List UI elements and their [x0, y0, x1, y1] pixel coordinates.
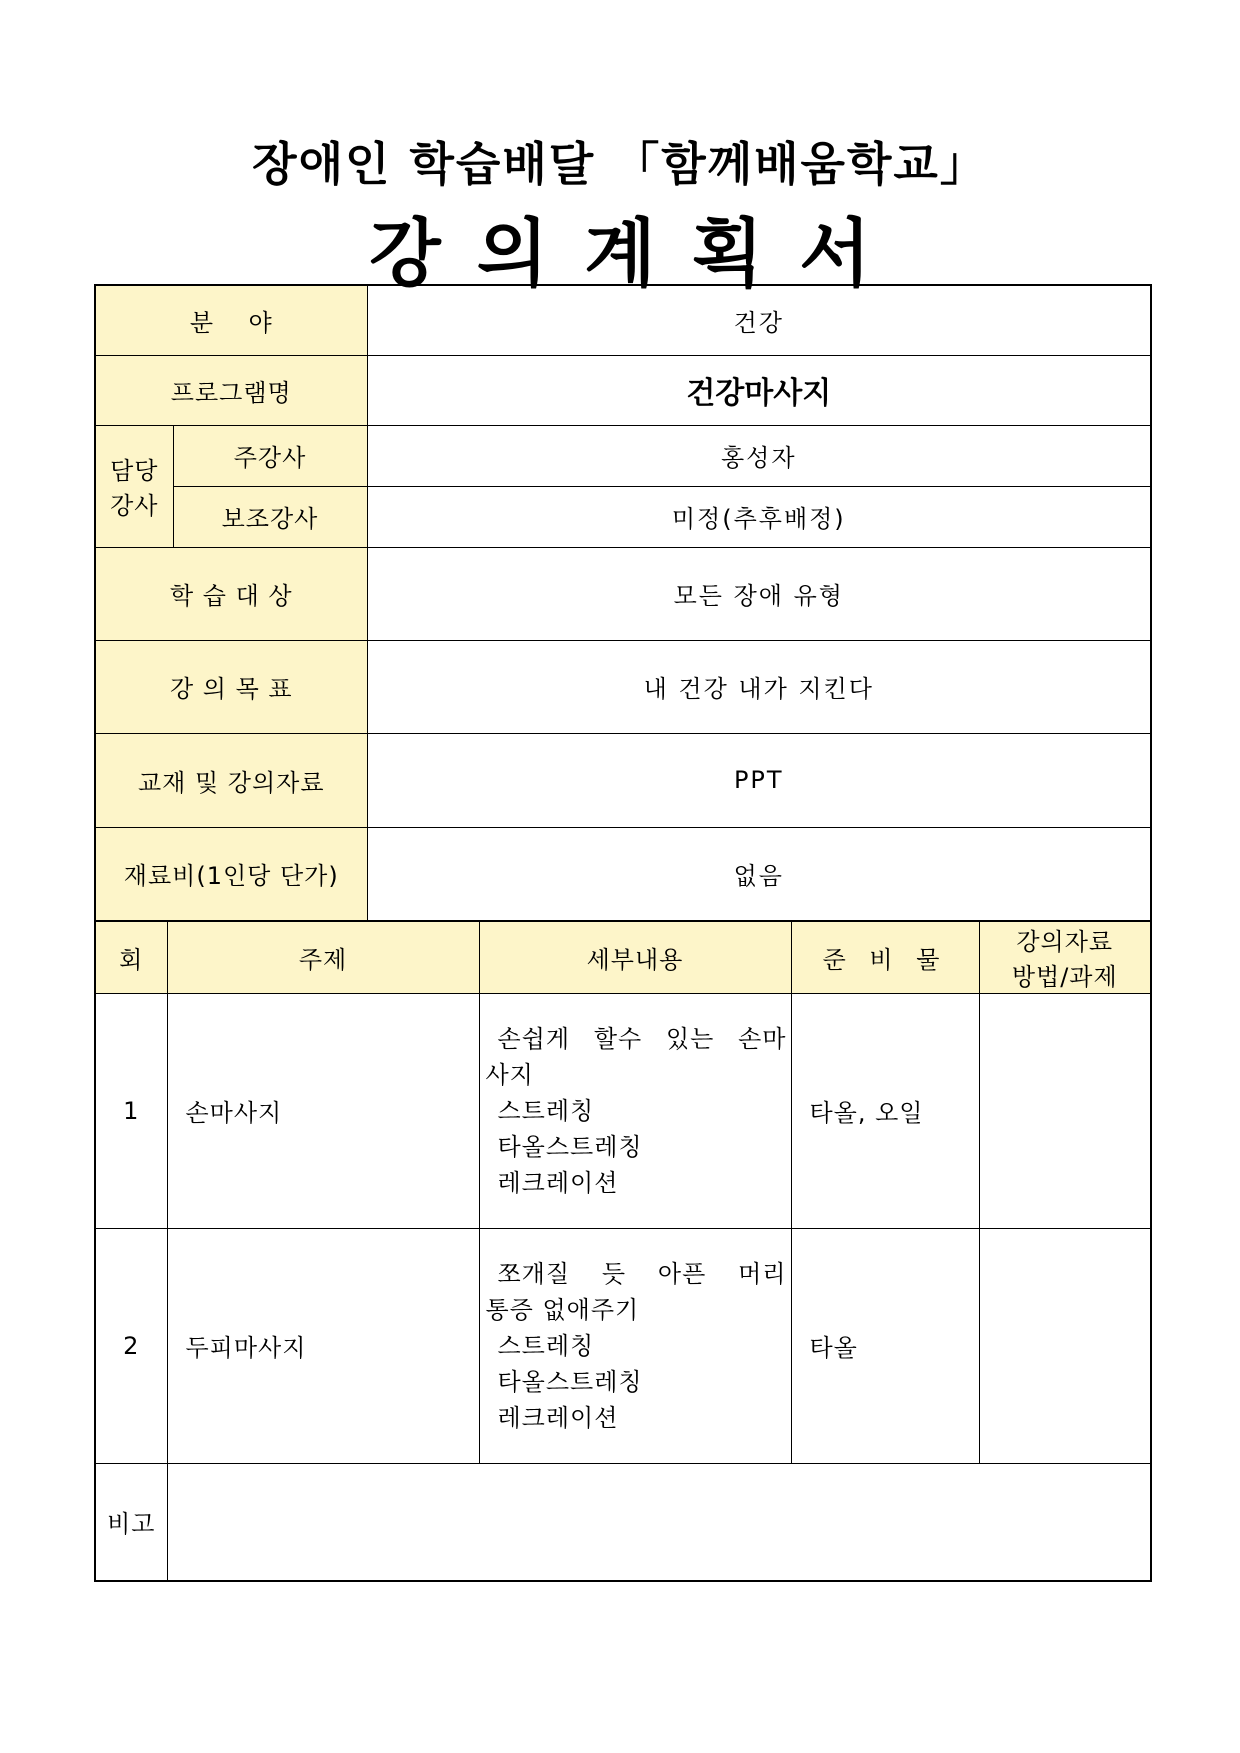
header-method: 강의자료 방법/과제 — [979, 921, 1151, 993]
info-table — [94, 284, 1152, 922]
schedule-table — [94, 920, 1152, 1582]
header-detail: 세부내용 — [479, 921, 791, 993]
header-prep: 준 비 물 — [791, 921, 979, 993]
fee-value: 없음 — [367, 827, 1151, 921]
row-detail: 쪼개질 듯 아픈 머리 통증 없애주기 스트레칭 타올스트레칭 레크레이션 — [479, 1228, 791, 1463]
row-prep: 타올, 오일 — [791, 993, 979, 1228]
header-topic: 주제 — [167, 921, 479, 993]
main-instructor-value: 홍성자 — [367, 425, 1151, 486]
row-no: 2 — [95, 1228, 167, 1463]
main-instructor-label: 주강사 — [173, 425, 367, 486]
remarks-label: 비고 — [95, 1463, 167, 1581]
assistant-value: 미정(추후배정) — [367, 486, 1151, 547]
instructor-group-label: 담당 강사 — [95, 425, 173, 547]
fee-label: 재료비(1인당 단가) — [95, 827, 367, 921]
row-topic: 두피마사지 — [167, 1228, 479, 1463]
program-value: 건강마사지 — [367, 355, 1151, 425]
table-row — [95, 993, 1151, 1228]
page-title: 장애인 학습배달 「함께배움학교」 — [252, 137, 988, 191]
materials-label: 교재 및 강의자료 — [95, 733, 367, 827]
row-prep: 타올 — [791, 1228, 979, 1463]
table-row — [95, 1228, 1151, 1463]
materials-value: PPT — [367, 733, 1151, 827]
document-title: 강의계획서 — [369, 211, 907, 297]
row-method — [979, 1228, 1151, 1463]
goal-value: 내 건강 내가 지킨다 — [367, 640, 1151, 733]
header-no: 회 — [95, 921, 167, 993]
target-label: 학 습 대 상 — [95, 547, 367, 640]
row-method — [979, 993, 1151, 1228]
field-value: 건강 — [367, 285, 1151, 355]
field-label: 분 야 — [95, 285, 367, 355]
assistant-label: 보조강사 — [173, 486, 367, 547]
program-label: 프로그램명 — [95, 355, 367, 425]
remarks-row — [95, 1463, 1151, 1581]
target-value: 모든 장애 유형 — [367, 547, 1151, 640]
row-topic: 손마사지 — [167, 993, 479, 1228]
row-detail: 손쉽게 할수 있는 손마 사지 스트레칭 타올스트레칭 레크레이션 — [479, 993, 791, 1228]
goal-label: 강 의 목 표 — [95, 640, 367, 733]
row-no: 1 — [95, 993, 167, 1228]
remarks-value — [167, 1463, 1151, 1581]
